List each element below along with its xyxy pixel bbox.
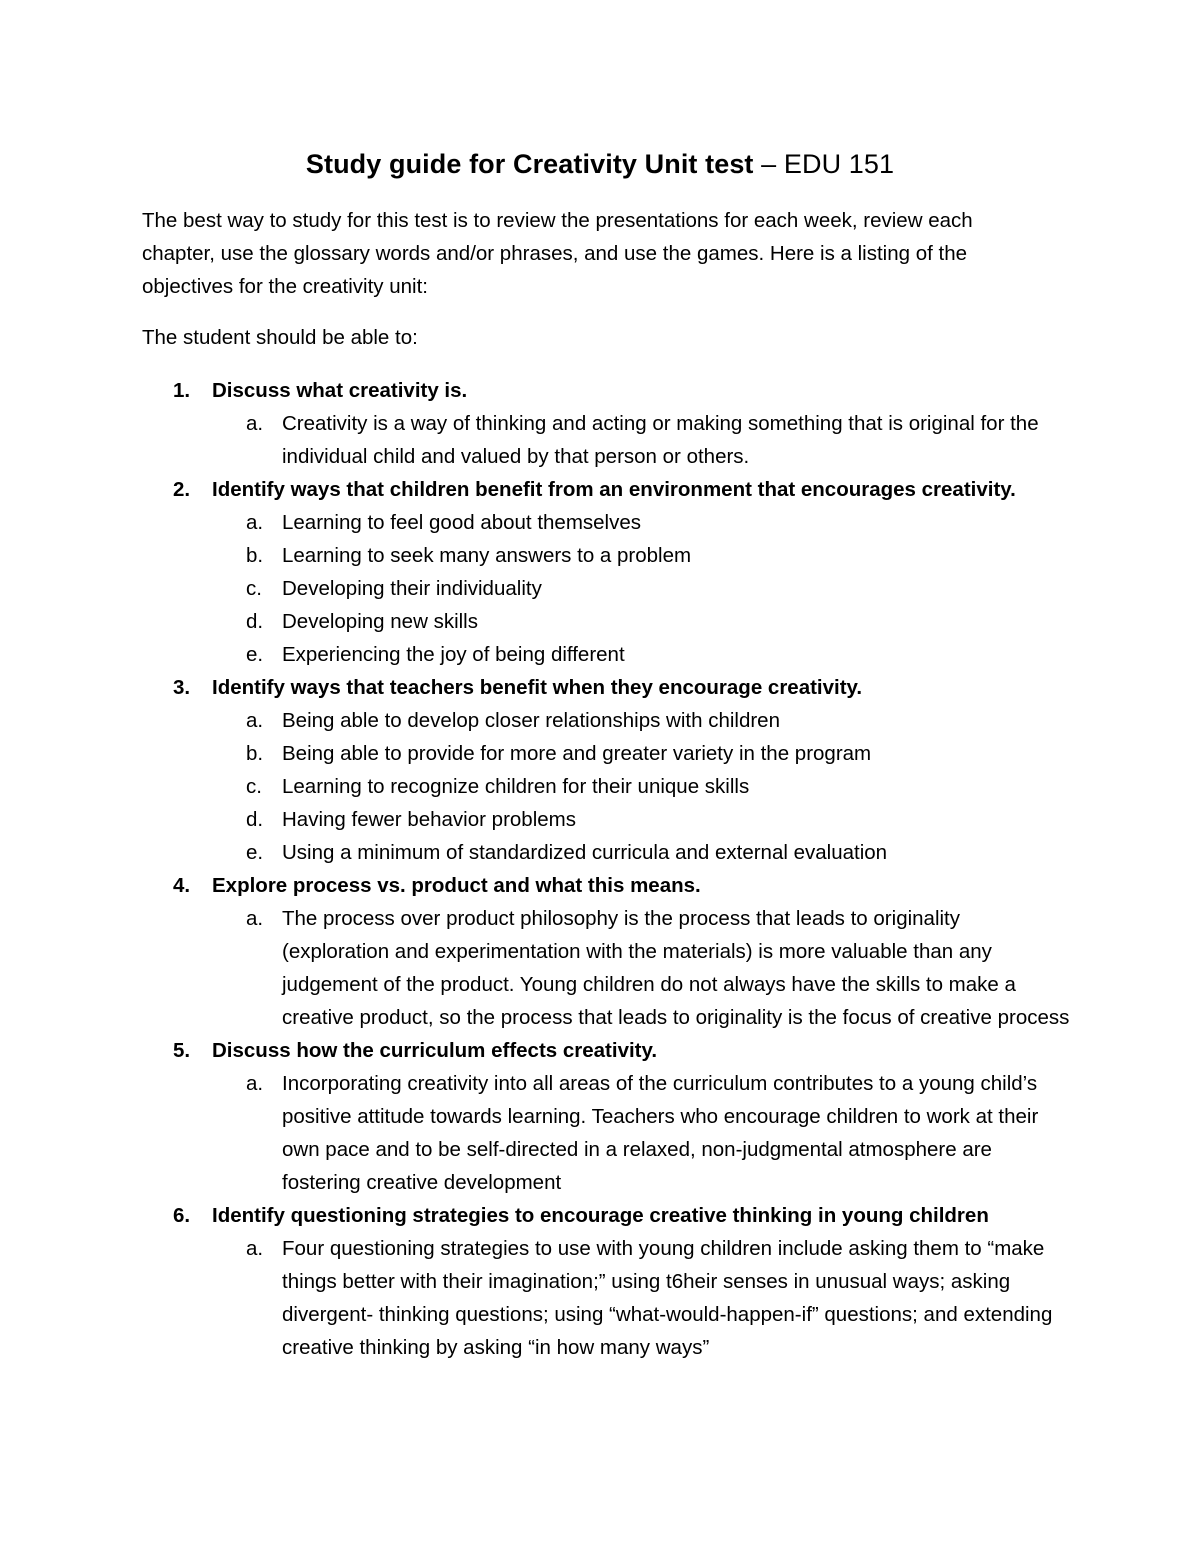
objective-answer-list xyxy=(0,902,1200,1034)
answer-item xyxy=(0,1067,1200,1199)
answer-text: Being able to provide for more and greater variety in the program xyxy=(282,742,872,765)
objective-answer-list xyxy=(0,506,1200,671)
title-course-code: – EDU 151 xyxy=(761,149,895,179)
answer-text: Having fewer behavior problems xyxy=(282,808,576,831)
title-main: Study guide for Creativity Unit test xyxy=(305,149,754,179)
answer-letter: b. xyxy=(246,742,264,765)
objective-item xyxy=(0,1199,1200,1364)
objective-item xyxy=(0,473,1200,671)
objective-answer-list xyxy=(0,704,1200,869)
answer-item xyxy=(0,638,1200,671)
answer-letter: a. xyxy=(246,1237,264,1260)
answer-item xyxy=(0,737,1200,770)
answer-letter: c. xyxy=(246,577,262,600)
objective-text: Discuss what creativity is. xyxy=(212,379,468,402)
lead-sentence: The student should be able to: xyxy=(142,326,418,349)
objective-item xyxy=(0,869,1200,1034)
answer-item xyxy=(0,803,1200,836)
objective-number: 4. xyxy=(173,874,191,897)
answer-letter: a. xyxy=(246,709,264,732)
answer-letter: d. xyxy=(246,610,264,633)
answer-text: Developing new skills xyxy=(282,610,478,633)
objective-number: 6. xyxy=(173,1204,191,1227)
answer-text: Being able to develop closer relationships with children xyxy=(282,709,780,732)
answer-letter: a. xyxy=(246,1072,264,1095)
answer-letter: c. xyxy=(246,775,262,798)
answer-text: Four questioning strategies to use with young children include asking them to “make things better with their imagination;” using t6heir senses in unusual ways; asking divergent- thinking questions; using “what-would-happen-if” questions; and extending creative thinking by asking “in how many ways” xyxy=(282,1237,1053,1359)
objective-number: 5. xyxy=(173,1039,191,1062)
answer-text: Experiencing the joy of being different xyxy=(282,643,625,666)
answer-item xyxy=(0,407,1200,473)
objective-item xyxy=(0,1034,1200,1199)
answer-item xyxy=(0,770,1200,803)
answer-item xyxy=(0,572,1200,605)
answer-item xyxy=(0,506,1200,539)
objective-text: Discuss how the curriculum effects creativity. xyxy=(212,1039,658,1062)
answer-text: Incorporating creativity into all areas of the curriculum contributes to a young child’s positive attitude towards learning. Teachers who encourage children to work at their own pace and to be self-directed in a relaxed, non-judgmental atmosphere are fostering creative development xyxy=(282,1072,1039,1194)
answer-text: Learning to recognize children for their unique skills xyxy=(282,775,750,798)
answer-letter: a. xyxy=(246,907,264,930)
answer-item xyxy=(0,1232,1200,1364)
answer-letter: b. xyxy=(246,544,264,567)
answer-text: The process over product philosophy is the process that leads to originality (exploration and experimentation with the materials) is more valuable than any judgement of the product. Young children do not always have the skills to make a creative product, so the process that leads to originality is the focus of creative process xyxy=(282,907,1070,1029)
objective-item xyxy=(0,374,1200,473)
answer-letter: e. xyxy=(246,643,264,666)
answer-item xyxy=(0,605,1200,638)
answer-text: Using a minimum of standardized curricula and external evaluation xyxy=(282,841,888,864)
answer-text: Learning to feel good about themselves xyxy=(282,511,642,534)
objective-number: 1. xyxy=(173,379,191,402)
answer-text: Developing their individuality xyxy=(282,577,542,600)
objective-number: 2. xyxy=(173,478,191,501)
answer-item xyxy=(0,704,1200,737)
objective-text: Explore process vs. product and what this means. xyxy=(212,874,701,897)
answer-letter: d. xyxy=(246,808,264,831)
objective-answer-list xyxy=(0,1232,1200,1364)
objective-text: Identify ways that children benefit from an environment that encourages creativity. xyxy=(212,478,1016,501)
answer-letter: a. xyxy=(246,511,264,534)
answer-item xyxy=(0,539,1200,572)
objective-item xyxy=(0,671,1200,869)
answer-item xyxy=(0,836,1200,869)
answer-letter: a. xyxy=(246,412,264,435)
intro-paragraph: The best way to study for this test is to review the presentations for each week, review each chapter, use the glossary words and/or phrases, and use the games. Here is a listing of the objectives for the creativity unit: xyxy=(142,209,973,298)
objective-text: Identify ways that teachers benefit when they encourage creativity. xyxy=(212,676,863,699)
objectives-list xyxy=(0,374,1200,1364)
page-title xyxy=(0,146,1200,182)
objective-answer-list xyxy=(0,1067,1200,1199)
answer-text: Learning to seek many answers to a problem xyxy=(282,544,692,567)
objective-text: Identify questioning strategies to encourage creative thinking in young children xyxy=(212,1204,989,1227)
objective-number: 3. xyxy=(173,676,191,699)
answer-item xyxy=(0,902,1200,1034)
objective-answer-list xyxy=(0,407,1200,473)
answer-letter: e. xyxy=(246,841,264,864)
answer-text: Creativity is a way of thinking and acting or making something that is original for the individual child and valued by that person or others. xyxy=(282,412,1039,468)
